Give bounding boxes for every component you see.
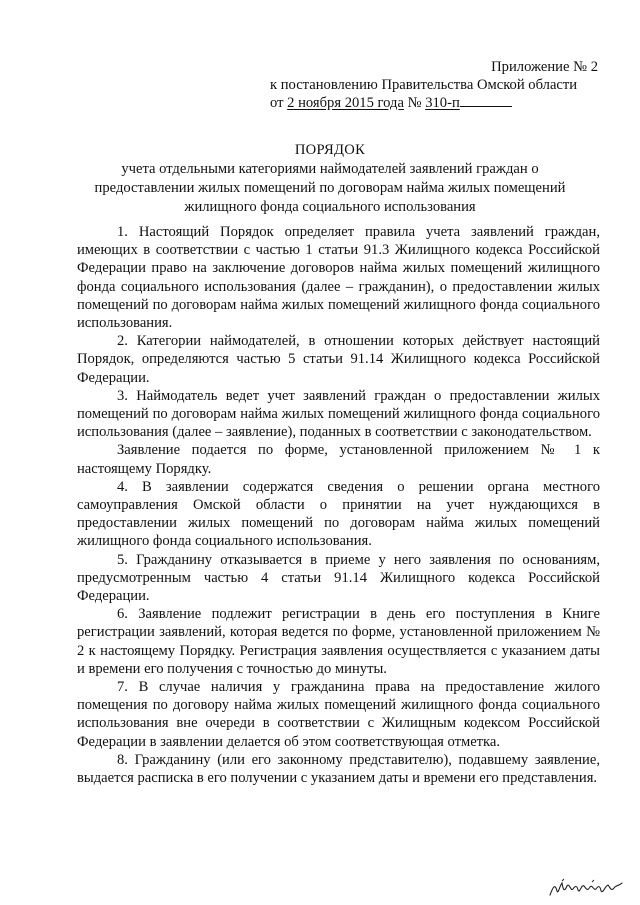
paragraph-3: 3. Наймодатель ведет учет заявлений граждан о предоставлении жилых помещений по договорам найма жилых помещений жилищного фонда социального использования (далее – заявление), поданных в соответствии с законодательством. bbox=[77, 387, 600, 441]
title-line-1: учета отдельными категориями наймодателей заявлений граждан о bbox=[121, 161, 539, 177]
paragraph-2: 2. Категории наймодателей, в отношении которых действует настоящий Порядок, определяются частью 5 статьи 91.14 Жилищного кодекса Российской Федерации. bbox=[77, 333, 600, 386]
paragraph-5: 5. Гражданину отказывается в приеме у него заявления по основаниям, предусмотренным частью 4 статьи 91.14 Жилищного кодекса Российской Федерации. bbox=[77, 551, 600, 605]
resolution-number: 310-п bbox=[425, 95, 460, 111]
number-underline bbox=[460, 94, 512, 107]
paragraph-4: 4. В заявлении содержатся сведения о решении органа местного самоуправления Омской области о принятии на учет нуждающихся в предоставлении жилых помещений по договорам найма жилых помещений жилищного фонда социального использования. bbox=[77, 478, 600, 550]
paragraph-8: 8. Гражданину (или его законному представителю), подавшему заявление, выдается расписка в его получении с указанием даты и времени его представления. bbox=[77, 751, 600, 787]
document-title bbox=[60, 141, 600, 217]
title-line-2: предоставлении жилых помещений по договорам найма жилых помещений bbox=[94, 180, 566, 196]
paragraph-3-form: Заявление подается по форме, установленной приложением № 1 к настоящему Порядку. bbox=[77, 442, 600, 477]
handwritten-signature bbox=[548, 877, 624, 899]
paragraph-7: 7. В случае наличия у гражданина права на предоставление жилого помещения по договору найма жилых помещений жилищного фонда социального использования вне очереди в соответствии с Жилищным кодексом Российской Федерации в заявлении делается об этом соответствующая отметка. bbox=[77, 679, 600, 750]
paragraph-6: 6. Заявление подлежит регистрации в день его поступления в Книге регистрации заявлений, которая ведется по форме, установленной приложением № 2 к настоящему Порядку. Регистрация заявления осуществляется с указанием даты и времени его получения с точностью до минуты. bbox=[77, 606, 600, 677]
appendix-number: Приложение № 2 bbox=[491, 59, 598, 75]
resolution-date: 2 ноября 2015 года bbox=[287, 95, 404, 111]
date-prefix: от bbox=[270, 95, 288, 111]
appendix-header bbox=[270, 58, 600, 112]
number-prefix: № bbox=[403, 95, 426, 111]
document-body bbox=[77, 223, 600, 787]
appendix-resolution: к постановлению Правительства Омской области bbox=[270, 77, 578, 93]
title-main: ПОРЯДОК bbox=[294, 142, 366, 158]
appendix-date-line bbox=[270, 94, 600, 112]
paragraph-1: 1. Настоящий Порядок определяет правила учета заявлений граждан, имеющих в соответствии с частью 1 статьи 91.3 Жилищного кодекса Российской Федерации право на заключение договоров найма жилых помещений жилищного фонда социального использования (далее – гражданин), о предоставлении жилых помещений по договорам найма жилых помещений жилищного фонда социального использования. bbox=[77, 224, 600, 332]
title-line-3: жилищного фонда социального использования bbox=[184, 199, 476, 215]
